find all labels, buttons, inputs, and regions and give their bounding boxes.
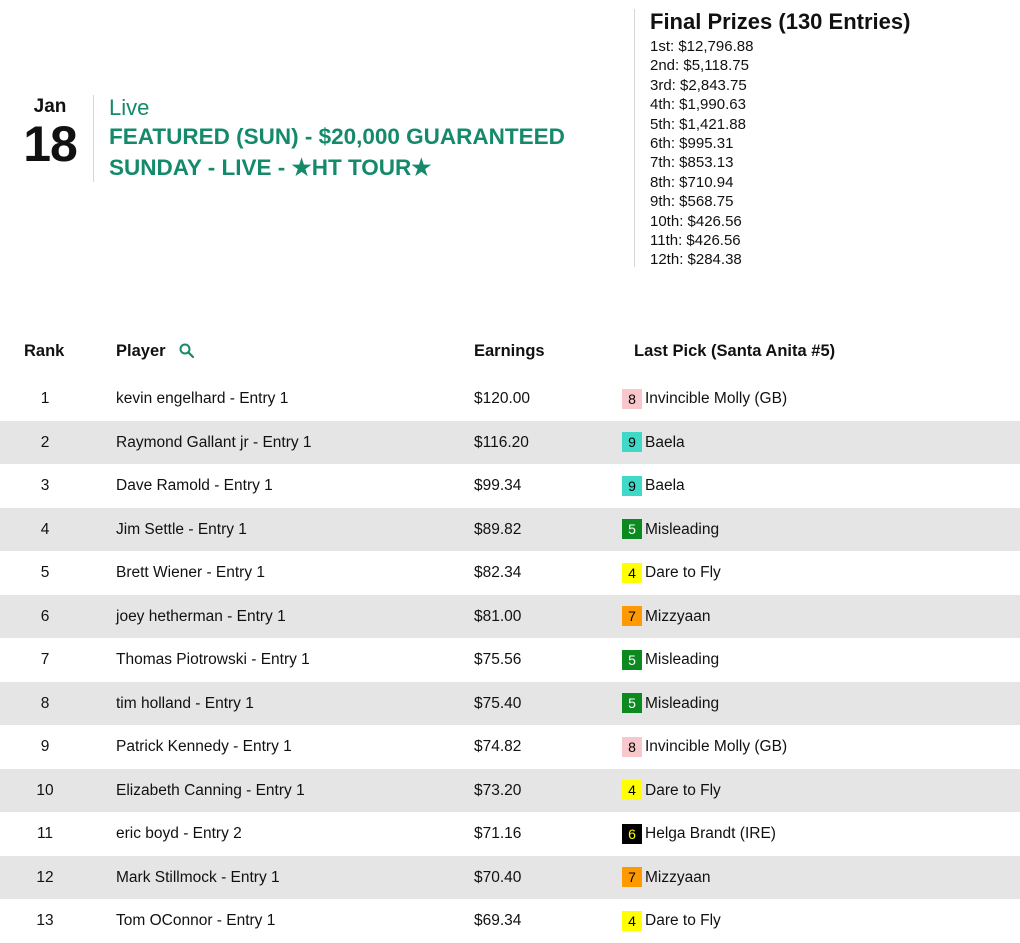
saddle-cloth-number: 8 (622, 737, 642, 757)
event-title-line1: FEATURED (SUN) - $20,000 GUARANTEED (109, 124, 565, 149)
earnings-header: Earnings (474, 342, 545, 360)
prize-item: 3rd: $2,843.75 (650, 76, 747, 94)
player-cell[interactable]: kevin engelhard - Entry 1 (116, 390, 289, 407)
saddle-cloth-number: 4 (622, 911, 642, 931)
header-divider (93, 95, 94, 182)
saddle-cloth-number: 4 (622, 780, 642, 800)
rank-cell: 13 (36, 912, 54, 929)
last-pick-cell (622, 725, 787, 769)
rank-cell: 12 (36, 868, 54, 886)
earnings-cell: $70.40 (474, 868, 522, 886)
saddle-cloth-number: 9 (622, 476, 642, 496)
last-pick-cell (622, 812, 776, 856)
earnings-cell: $75.40 (474, 694, 522, 712)
horse-name: Invincible Molly (GB) (645, 390, 788, 407)
last-pick-cell (622, 856, 710, 900)
earnings-cell: $120.00 (474, 390, 531, 407)
table-row[interactable] (0, 508, 1020, 552)
prize-item: 9th: $568.75 (650, 193, 734, 211)
last-pick-cell (622, 421, 685, 465)
earnings-cell: $75.56 (474, 651, 522, 668)
earnings-cell: $74.82 (474, 738, 522, 755)
event-date (20, 96, 80, 170)
player-cell[interactable]: Tom OConnor - Entry 1 (116, 912, 276, 929)
table-row[interactable] (0, 856, 1020, 900)
prizes-title: Final Prizes (130 Entries) (650, 9, 911, 34)
rank-cell: 2 (40, 433, 50, 451)
saddle-cloth-number: 5 (622, 519, 642, 539)
event-day: 18 (23, 116, 77, 172)
last-pick-cell (622, 595, 710, 639)
last-pick-cell (622, 377, 787, 421)
horse-name: Misleading (645, 651, 720, 668)
prize-item: 4th: $1,990.63 (650, 96, 746, 114)
prize-item: 12th: $284.38 (650, 251, 742, 269)
horse-name: Misleading (645, 520, 720, 538)
last-pick-cell (622, 551, 721, 595)
player-cell[interactable]: Dave Ramold - Entry 1 (116, 477, 273, 494)
last-pick-cell (622, 638, 719, 682)
prize-item: 10th: $426.56 (650, 212, 742, 230)
rank-cell: 9 (40, 738, 50, 755)
horse-name: Dare to Fly (645, 781, 721, 799)
table-row[interactable] (0, 769, 1020, 813)
prizes-divider (634, 9, 635, 267)
rank-cell: 7 (40, 651, 50, 668)
last-pick-cell (622, 899, 721, 943)
player-cell[interactable]: eric boyd - Entry 2 (116, 825, 242, 842)
saddle-cloth-number: 7 (622, 606, 642, 626)
earnings-cell: $73.20 (474, 781, 522, 799)
player-cell[interactable]: Jim Settle - Entry 1 (116, 520, 247, 538)
saddle-cloth-number: 8 (622, 389, 642, 409)
horse-name: Helga Brandt (IRE) (645, 825, 776, 842)
last-pick-cell (622, 508, 719, 552)
saddle-cloth-number: 5 (622, 693, 642, 713)
rank-cell: 11 (36, 825, 54, 842)
table-row[interactable] (0, 377, 1020, 421)
last-pick-header: Last Pick (Santa Anita #5) (634, 342, 836, 360)
player-cell[interactable]: joey hetherman - Entry 1 (116, 607, 286, 625)
event-title-line2: SUNDAY - LIVE - ★HT TOUR★ (109, 155, 432, 180)
event-month: Jan (33, 96, 67, 117)
table-row[interactable] (0, 899, 1020, 944)
prize-item: 2nd: $5,118.75 (650, 57, 749, 75)
earnings-cell: $89.82 (474, 520, 522, 538)
player-cell[interactable]: Thomas Piotrowski - Entry 1 (116, 651, 310, 668)
table-row[interactable] (0, 682, 1020, 726)
rank-cell: 10 (36, 781, 54, 799)
prize-item: 6th: $995.31 (650, 135, 734, 153)
earnings-cell: $99.34 (474, 477, 522, 494)
rank-cell: 4 (40, 520, 50, 538)
table-row[interactable] (0, 464, 1020, 508)
last-pick-cell (622, 682, 719, 726)
prize-item: 5th: $1,421.88 (650, 115, 746, 133)
last-pick-cell (622, 464, 685, 508)
table-row[interactable] (0, 638, 1020, 682)
earnings-cell: $71.16 (474, 825, 522, 842)
horse-name: Dare to Fly (645, 564, 721, 581)
horse-name: Dare to Fly (645, 912, 721, 929)
last-pick-cell (622, 769, 721, 813)
earnings-cell: $82.34 (474, 564, 522, 581)
saddle-cloth-number: 4 (622, 563, 642, 583)
horse-name: Misleading (645, 694, 720, 712)
event-status: Live (109, 95, 150, 120)
rank-header: Rank (24, 342, 65, 360)
table-row[interactable] (0, 421, 1020, 465)
earnings-cell: $81.00 (474, 607, 522, 625)
player-cell[interactable]: Mark Stillmock - Entry 1 (116, 868, 280, 886)
horse-name: Baela (645, 433, 685, 451)
saddle-cloth-number: 5 (622, 650, 642, 670)
prize-list (650, 37, 910, 270)
prize-item: 8th: $710.94 (650, 173, 734, 191)
leaderboard-table (0, 377, 1020, 944)
saddle-cloth-number: 6 (622, 824, 642, 844)
player-cell[interactable]: Patrick Kennedy - Entry 1 (116, 738, 292, 755)
search-icon[interactable] (178, 342, 196, 360)
prize-item: 7th: $853.13 (650, 154, 734, 172)
table-row[interactable] (0, 812, 1020, 856)
table-row[interactable] (0, 551, 1020, 595)
rank-cell: 6 (40, 607, 50, 625)
prize-item: 1st: $12,796.88 (650, 38, 754, 55)
table-row[interactable] (0, 595, 1020, 639)
player-cell[interactable]: Elizabeth Canning - Entry 1 (116, 781, 305, 799)
saddle-cloth-number: 7 (622, 867, 642, 887)
player-cell[interactable]: Raymond Gallant jr - Entry 1 (116, 433, 312, 451)
player-cell[interactable]: Brett Wiener - Entry 1 (116, 564, 266, 581)
earnings-cell: $69.34 (474, 912, 522, 929)
saddle-cloth-number: 9 (622, 432, 642, 452)
rank-cell: 5 (40, 564, 50, 581)
leaderboard-header (0, 334, 1020, 370)
horse-name: Mizzyaan (645, 607, 711, 625)
player-cell[interactable]: tim holland - Entry 1 (116, 694, 254, 712)
horse-name: Baela (645, 477, 685, 494)
rank-cell: 3 (40, 477, 50, 494)
player-header: Player (116, 342, 166, 360)
rank-cell: 8 (40, 694, 50, 712)
horse-name: Mizzyaan (645, 868, 711, 886)
final-prizes (650, 9, 910, 270)
rank-cell: 1 (40, 390, 50, 407)
table-row[interactable] (0, 725, 1020, 769)
earnings-cell: $116.20 (474, 433, 529, 451)
event-info (109, 95, 565, 183)
prize-item: 11th: $426.56 (650, 232, 741, 250)
horse-name: Invincible Molly (GB) (645, 738, 788, 755)
